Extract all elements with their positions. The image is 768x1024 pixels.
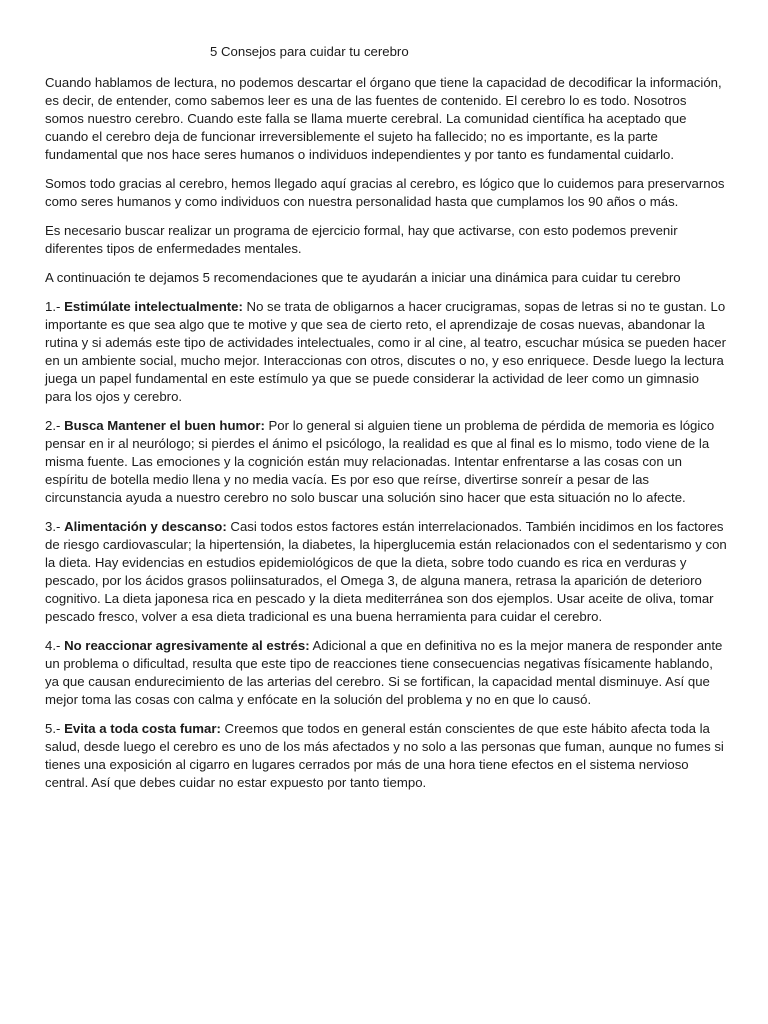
tip-paragraph-4 xyxy=(45,637,727,709)
tip-text: Creemos que todos en general están conscientes de que este hábito afecta toda la salud, desde luego el cerebro es uno de los más afectados y no solo a las personas que fuman, aunque no fumes si tienes una exposición al cigarro en lugares cerrados por más de una hora tiene efectos en el sistema nervioso central. Así que debes cuidar no estar expuesto por tanto tiempo. xyxy=(45,721,724,790)
tip-heading: No reaccionar agresivamente al estrés: xyxy=(64,638,310,653)
intro-paragraph-1: Cuando hablamos de lectura, no podemos descartar el órgano que tiene la capacidad de decodificar la información, es decir, de entender, como sabemos leer es una de las fuentes de contenido. El cerebro lo es todo. Nosotros somos nuestro cerebro. Cuando este falla se llama muerte cerebral. La comunidad científica ha aceptado que cuando el cerebro deja de funcionar irreversiblemente el sujeto ha fallecido; no es importante, es la parte fundamental que nos hace seres humanos o individuos independientes y por tanto es fundamental cuidarlo. xyxy=(45,75,722,162)
tip-paragraph-5 xyxy=(45,720,727,792)
tip-number: 1.- xyxy=(45,299,65,314)
tip-number: 4.- xyxy=(45,638,65,653)
tip-heading: Evita a toda costa fumar: xyxy=(64,721,221,736)
tip-text: Adicional a que en definitiva no es la mejor manera de responder ante un problema o dificultad, resulta que este tipo de reacciones tiene consecuencias negativas físicamente hablando, ya que causan endurecimiento de las arterias del cerebro. Si se fortifican, la capacidad mental disminuye. Así que mejor toma las cosas con calma y enfócate en la solución del problema y no en que lo causó. xyxy=(45,638,723,707)
tip-text: Por lo general si alguien tiene un problema de pérdida de memoria es lógico pensar en ir al neurólogo; si pierdes el ánimo el psicólogo, la realidad es que al final es lo mismo, todo viene de la misma fuente. Las emociones y la cognición están muy relacionadas. Intentar enfrentarse a las cosas con un espíritu de botella medio llena y no media vacía. Es por eso que reírse, divertirse sonreír a pesar de las circunstancia ayuda a nuestro cerebro no solo buscar una solución sino hacer que esta situación no lo afecte. xyxy=(45,418,715,505)
tip-number: 2.- xyxy=(45,418,65,433)
tip-paragraph-2 xyxy=(45,417,727,507)
tip-paragraph-1 xyxy=(45,298,727,406)
tip-number: 5.- xyxy=(45,721,65,736)
tip-paragraph-3 xyxy=(45,518,727,626)
tip-text: No se trata de obligarnos a hacer crucigramas, sopas de letras si no te gustan. Lo importante es que sea algo que te motive y que sea de cierto reto, el aprendizaje de cosas nuevas, abandonar la rutina y si además este tipo de actividades intelectuales, como ir al cine, al teatro, escuchar música se pueden hacer en un ambiente social, mucho mejor. Interaccionas con otros, discutes o no, y eso enriquece. Desde luego la lectura juega un papel fundamental en este estímulo ya que se puede considerar la actividad de leer como un gimnasio para los ojos y cerebro. xyxy=(45,299,726,404)
tip-heading: Alimentación y descanso: xyxy=(64,519,227,534)
tip-text: Casi todos estos factores están interrelacionados. También incidimos en los factores de riesgo cardiovascular; la hipertensión, la diabetes, la hiperglucemia están relacionados con el sedentarismo y con la dieta. Hay evidencias en estudios epidemiológicos de que la dieta, sobre todo cuando es rica en verduras y pescado, por los ácidos grasos poliinsaturados, el Omega 3, de alguna manera, retrasa la aparición de deterioro cognitivo. La dieta japonesa rica en pescado y la dieta mediterránea son dos ejemplos. Usar aceite de oliva, tomar pescado fresco, volver a esa dieta tradicional es una buena herramienta para cuidar el cerebro. xyxy=(45,519,727,624)
intro-paragraph-3: Es necesario buscar realizar un programa de ejercicio formal, hay que activarse, con esto podemos prevenir diferentes tipos de enfermedades mentales. xyxy=(45,223,678,256)
tip-heading: Busca Mantener el buen humor: xyxy=(64,418,265,433)
tip-heading: Estimúlate intelectualmente: xyxy=(64,299,243,314)
intro-paragraph-4: A continuación te dejamos 5 recomendaciones que te ayudarán a iniciar una dinámica para cuidar tu cerebro xyxy=(45,270,681,285)
document-title: 5 Consejos para cuidar tu cerebro xyxy=(210,44,409,59)
tip-number: 3.- xyxy=(45,519,65,534)
intro-paragraph-2: Somos todo gracias al cerebro, hemos llegado aquí gracias al cerebro, es lógico que lo cuidemos para preservarnos como seres humanos y como individuos con nuestra personalidad hasta que cumplamos los 90 años o más. xyxy=(45,176,725,209)
